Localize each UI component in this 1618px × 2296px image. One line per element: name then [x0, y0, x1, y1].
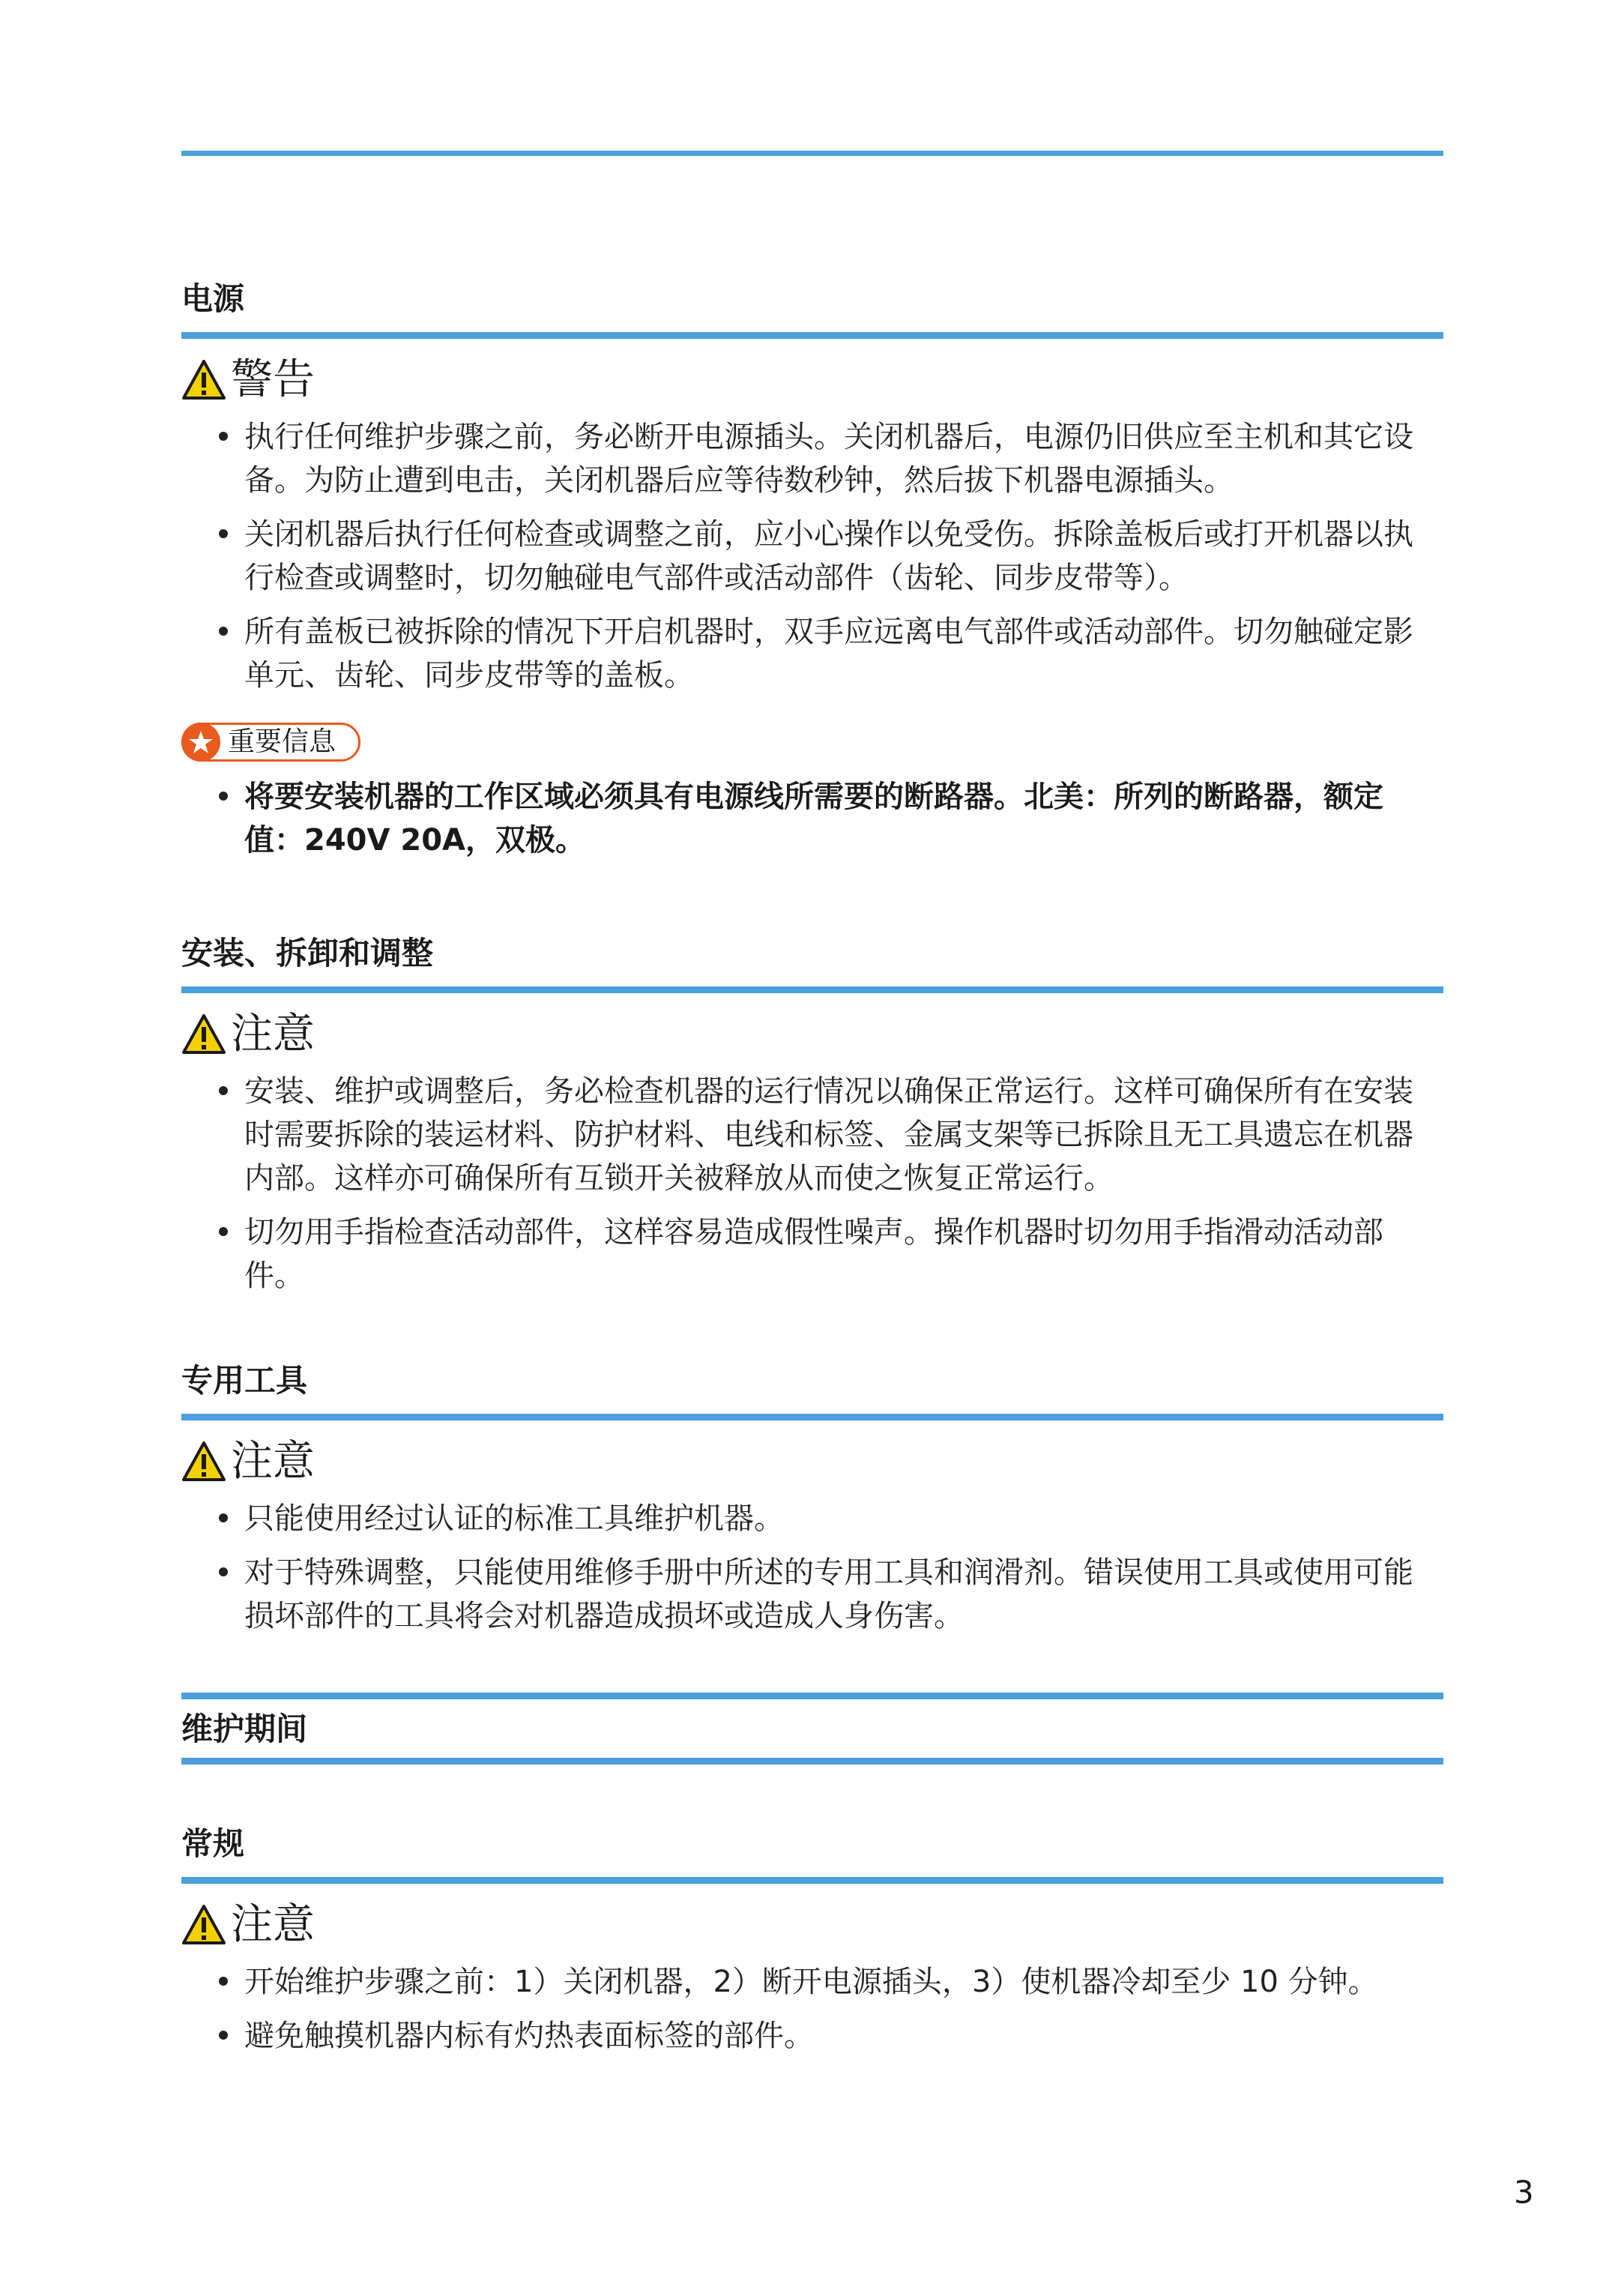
section-tools [181, 1358, 1443, 1648]
section-rule-top [181, 1693, 1443, 1699]
bullet-icon [219, 792, 228, 801]
important-label: 重要信息 [228, 726, 336, 757]
section-general [181, 1822, 1443, 2068]
caution-label: 注意 [231, 1900, 315, 1949]
list-item-text: 开始维护步骤之前：1）关闭机器，2）断开电源插头，3）使机器冷却至少 10 分钟。 [244, 1965, 1378, 1999]
warning-triangle-icon [181, 1904, 226, 1946]
list-item-text: 将要安装机器的工作区域必须具有电源线所需要的断路器。北美：所列的断路器，额定值：240V 20A，双极。 [244, 780, 1383, 858]
list-item [181, 513, 1443, 600]
section-title: 电源 [181, 280, 245, 317]
bullet-icon [219, 1086, 228, 1095]
list-item-text: 只能使用经过认证的标准工具维护机器。 [244, 1501, 784, 1536]
bullet-icon [219, 1227, 228, 1236]
caution-heading [181, 1435, 1443, 1488]
warning-list [181, 415, 1443, 697]
list-item-text: 所有盖板已被拆除的情况下开启机器时，双手应远离电气部件或活动部件。切勿触碰定影单元、齿轮、同步皮带等的盖板。 [244, 615, 1413, 693]
bullet-icon [219, 432, 228, 441]
bullet-icon [219, 1513, 228, 1522]
list-item [181, 1497, 1443, 1540]
caution-list [181, 1497, 1443, 1638]
important-list [181, 775, 1443, 862]
caution-list [181, 1070, 1443, 1298]
caution-label: 注意 [231, 1010, 315, 1058]
bullet-icon [219, 2031, 228, 2040]
list-item [181, 610, 1443, 697]
list-item [181, 1960, 1443, 2004]
list-item [181, 415, 1443, 502]
caution-heading [181, 1899, 1443, 1951]
bullet-icon [219, 1567, 228, 1576]
warning-label: 警告 [231, 355, 315, 404]
list-item-text: 关闭机器后执行任何检查或调整之前，应小心操作以免受伤。拆除盖板后或打开机器以执行检查或调整时，切勿触碰电气部件或活动部件（齿轮、同步皮带等）。 [244, 517, 1413, 595]
section-rule [181, 332, 1443, 339]
list-item [181, 775, 1443, 862]
section-title: 维护期间 [181, 1711, 308, 1747]
warning-triangle-icon [181, 359, 226, 401]
list-item-text: 避免触摸机器内标有灼热表面标签的部件。 [244, 2019, 814, 2053]
section-install [181, 931, 1443, 1308]
section-rule [181, 1877, 1443, 1884]
page-number: 3 [1514, 2174, 1534, 2211]
caution-heading [181, 1008, 1443, 1061]
list-item-text: 执行任何维护步骤之前，务必断开电源插头。关闭机器后，电源仍旧供应至主机和其它设备。为防止遭到电击，关闭机器后应等待数秒钟，然后拔下机器电源插头。 [244, 420, 1413, 498]
section-title: 安装、拆卸和调整 [181, 935, 434, 971]
section-title: 常规 [181, 1825, 245, 1862]
top-rule [181, 151, 1443, 156]
caution-label: 注意 [231, 1437, 315, 1486]
list-item-text: 对于特殊调整，只能使用维修手册中所述的专用工具和润滑剂。错误使用工具或使用可能损坏部件的工具将会对机器造成损坏或造成人身伤害。 [244, 1555, 1413, 1633]
list-item-text: 安装、维护或调整后，务必检查机器的运行情况以确保正常运行。这样可确保所有在安装时需要拆除的装运材料、防护材料、电线和标签、金属支架等已拆除且无工具遗忘在机器内部。这样亦可确保所有互锁开关被释放从而使之恢复正常运行。 [244, 1074, 1413, 1196]
bullet-icon [219, 529, 228, 538]
section-power [181, 277, 1443, 873]
bullet-icon [219, 1977, 228, 1986]
section-rule [181, 1758, 1443, 1765]
section-rule [181, 986, 1443, 993]
warning-triangle-icon [181, 1441, 226, 1483]
section-rule [181, 1414, 1443, 1420]
section-title: 专用工具 [181, 1362, 308, 1399]
warning-heading [181, 354, 1443, 406]
list-item [181, 1551, 1443, 1638]
list-item [181, 1070, 1443, 1200]
important-badge [181, 723, 360, 762]
list-item [181, 2014, 1443, 2058]
list-item [181, 1211, 1443, 1298]
bullet-icon [219, 627, 228, 636]
star-icon [181, 723, 220, 762]
warning-triangle-icon [181, 1013, 226, 1055]
list-item-text: 切勿用手指检查活动部件，这样容易造成假性噪声。操作机器时切勿用手指滑动活动部件。 [244, 1215, 1383, 1293]
caution-list [181, 1960, 1443, 2058]
section-maintenance [181, 1693, 1443, 1765]
